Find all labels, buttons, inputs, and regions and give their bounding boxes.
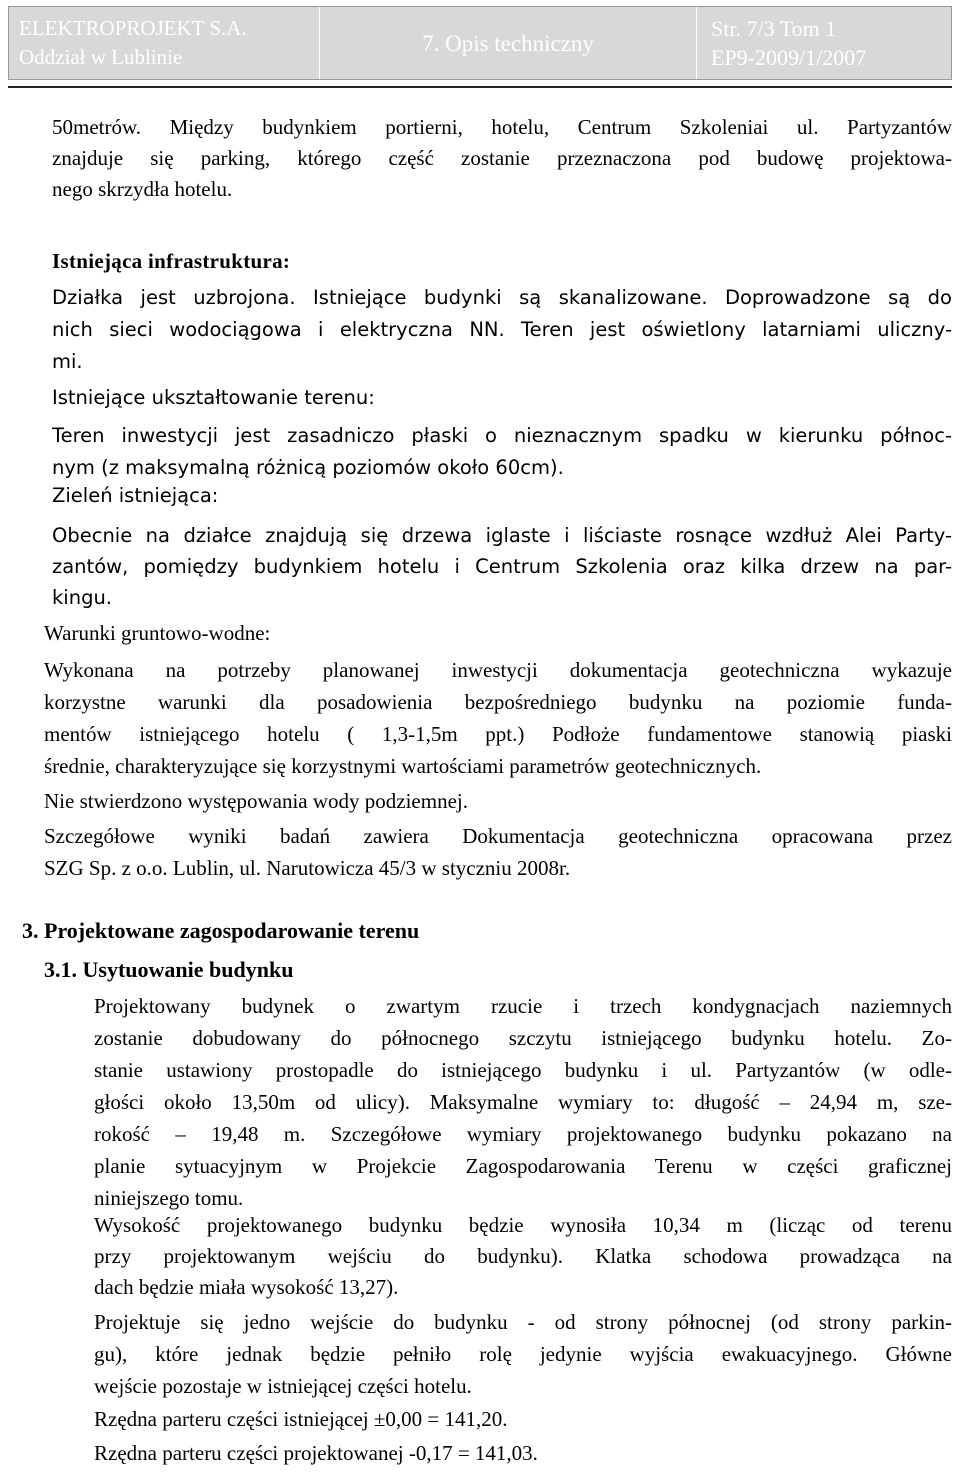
heading-greenery: Zieleń istniejąca: xyxy=(52,484,219,507)
page-header xyxy=(8,6,952,80)
heading-ground-conditions: Warunki gruntowo-wodne: xyxy=(44,621,271,645)
text-line: nym (z maksymalną różnicą poziomów około 60cm). xyxy=(52,456,564,479)
paragraph-existing-level: Rzędna parteru części istniejącej ±0,00 = 141,20. xyxy=(94,1407,508,1431)
text-line: Szczegółowe wyniki badań zawiera Dokumentacja geotechniczna opracowana przez xyxy=(44,824,952,848)
text-line: nich sieci wodociągowa i elektryczna NN. Teren jest oświetlony latarniami uliczny- xyxy=(52,318,952,341)
text-line: Działka jest uzbrojona. Istniejące budynki są skanalizowane. Doprowadzone są do xyxy=(52,286,952,309)
header-page-block xyxy=(696,7,951,79)
text-line: Wykonana na potrzeby planowanej inwestycji dokumentacja geotechniczna wykazuje xyxy=(44,658,952,682)
header-company-block xyxy=(9,7,320,79)
header-divider xyxy=(8,86,952,88)
paragraph-building-location xyxy=(94,990,952,1214)
page-number: Str. 7/3 Tom 1 xyxy=(711,16,837,41)
text-line: nego skrzydła hotelu. xyxy=(52,177,233,201)
paragraph-terrain xyxy=(52,420,952,484)
company-name: ELEKTROPROJEKT S.A. xyxy=(19,16,247,40)
text-line: korzystne warunki dla posadowienia bezpośredniego budynku na poziomie funda- xyxy=(44,690,952,714)
text-line: Projektuje się jedno wejście do budynku - od strony północnej (od strony parkin- xyxy=(94,1310,952,1334)
text-line: głości około 13,50m od ulicy). Maksymalne wymiary to: długość – 24,94 m, sze- xyxy=(94,1090,952,1114)
text-line: Teren inwestycji jest zasadniczo płaski o nieznacznym spadku w kierunku północ- xyxy=(52,424,952,447)
text-line: wejście pozostaje w istniejącej części hotelu. xyxy=(94,1374,472,1398)
section-3-1-heading: 3.1. Usytuowanie budynku xyxy=(44,957,294,982)
header-section-block xyxy=(320,7,696,79)
text-line: zantów, pomiędzy budynkiem hotelu i Centrum Szkolenia oraz kilka drzew na par- xyxy=(52,555,952,578)
text-line: rokość – 19,48 m. Szczegółowe wymiary projektowanego budynku pokazano na xyxy=(94,1122,952,1146)
text-line: kingu. xyxy=(52,586,113,609)
section-title: 7. Opis techniczny xyxy=(422,30,594,56)
text-line: SZG Sp. z o.o. Lublin, ul. Narutowicza 45/3 w styczniu 2008r. xyxy=(44,856,571,880)
text-line: niniejszego tomu. xyxy=(94,1186,244,1210)
text-line: stanie ustawiony prostopadle do istniejącego budynku i ul. Partyzantów (w odle- xyxy=(94,1058,952,1082)
text-line: Projektowany budynek o zwartym rzucie i trzech kondygnacjach naziemnych xyxy=(94,994,952,1018)
text-line: Wysokość projektowanego budynku będzie wynosiła 10,34 m (licząc od terenu xyxy=(94,1213,952,1237)
paragraph-entrances xyxy=(94,1306,952,1402)
text-line: zostanie dobudowany do północnego szczytu istniejącego budynku hotelu. Zo- xyxy=(94,1026,952,1050)
paragraph-groundwater: Nie stwierdzono występowania wody podziemnej. xyxy=(44,789,468,813)
text-line: Obecnie na działce znajdują się drzewa iglaste i liściaste rosnące wzdłuż Alei Party- xyxy=(52,524,952,547)
text-line: przy projektowanym wejściu do budynku). Klatka schodowa prowadząca na xyxy=(94,1244,952,1268)
branch-name: Oddział w Lublinie xyxy=(19,45,183,69)
text-line: 50metrów. Między budynkiem portierni, hotelu, Centrum Szkoleniai ul. Partyzantów xyxy=(52,115,952,139)
paragraph-greenery xyxy=(52,520,952,613)
paragraph-location xyxy=(52,112,952,205)
paragraph-ground-conditions xyxy=(44,654,952,782)
text-line: średnie, charakteryzujące się korzystnymi wartościami parametrów geotechnicznych. xyxy=(44,754,762,778)
text-line: gu), które jednak będzie pełniło rolę jedynie wyjścia ewakuacyjnego. Główne xyxy=(94,1342,952,1366)
paragraph-infrastructure xyxy=(52,282,952,378)
paragraph-designed-level: Rzędna parteru części projektowanej -0,17 = 141,03. xyxy=(94,1441,538,1465)
paragraph-survey-results xyxy=(44,820,952,884)
heading-terrain: Istniejące ukształtowanie terenu: xyxy=(52,386,375,409)
text-line: dach będzie miała wysokość 13,27). xyxy=(94,1275,399,1299)
document-number: EP9-2009/1/2007 xyxy=(711,45,867,70)
text-line: planie sytuacyjnym w Projekcie Zagospodarowania Terenu w części graficznej xyxy=(94,1154,952,1178)
heading-infrastructure: Istniejąca infrastruktura: xyxy=(52,249,291,273)
text-line: mi. xyxy=(52,350,83,373)
section-3-heading: 3. Projektowane zagospodarowanie terenu xyxy=(22,918,420,943)
text-line: mentów istniejącego hotelu ( 1,3-1,5m ppt.) Podłoże fundamentowe stanowią piaski xyxy=(44,722,952,746)
paragraph-building-height xyxy=(94,1210,952,1303)
text-line: znajduje się parking, którego część zostanie przeznaczona pod budowę projektowa- xyxy=(52,146,952,170)
